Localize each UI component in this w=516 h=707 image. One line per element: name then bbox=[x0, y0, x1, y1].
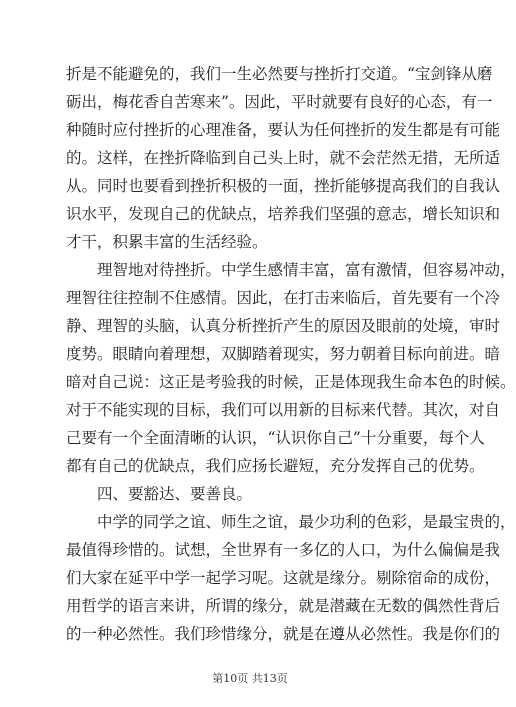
text-line: 暗对自己说：这正是考验我的时候，正是体现我生命本色的时候。 bbox=[66, 373, 516, 391]
text-line: 才干，积累丰富的生活经验。 bbox=[66, 233, 268, 251]
text-line: 都有自己的优缺点，我们应扬长避短，充分发挥自己的优势。 bbox=[66, 457, 485, 475]
body-text bbox=[66, 60, 516, 648]
text-line: 度势。眼睛向着理想，双脚踏着现实，努力朝着目标向前进。暗 bbox=[66, 345, 501, 363]
text-line: 们大家在延平中学一起学习呢。这就是缘分。剔除宿命的成份， bbox=[66, 569, 501, 587]
text-line: 砺出，梅花香自苦寒来”。因此，平时就要有良好的心态，有一 bbox=[66, 93, 493, 111]
text-line: 种随时应付挫折的心理准备，要认为任何挫折的发生都是有可能 bbox=[66, 121, 501, 139]
text-line: 最值得珍惜的。试想，全世界有一多亿的人口，为什么偏偏是我 bbox=[66, 541, 501, 559]
section-heading: 四、要豁达、要善良。 bbox=[66, 485, 253, 503]
text-line: 理智往往控制不住感情。因此，在打击来临后，首先要有一个冷 bbox=[66, 289, 501, 307]
text-line: 己要有一个全面清晰的认识，“认识你自己”十分重要，每个人 bbox=[66, 429, 485, 447]
text-line: 用哲学的语言来讲，所谓的缘分，就是潜藏在无数的偶然性背后 bbox=[66, 597, 501, 615]
text-line: 静、理智的头脑，认真分析挫折产生的原因及眼前的处境，审时 bbox=[66, 317, 501, 335]
text-line: 折是不能避免的，我们一生必然要与挫折打交道。“宝剑锋从磨 bbox=[66, 65, 493, 83]
text-line: 中学的同学之谊、师生之谊，最少功利的色彩，是最宝贵的， bbox=[66, 513, 516, 531]
text-line: 的。这样，在挫折降临到自己头上时，就不会茫然无措，无所适 bbox=[66, 149, 501, 167]
text-line: 识水平，发现自己的优缺点，培养我们坚强的意志，增长知识和 bbox=[66, 205, 501, 223]
text-line: 的一种必然性。我们珍惜缘分，就是在遵从必然性。我是你们的 bbox=[66, 625, 501, 643]
text-line: 对于不能实现的目标，我们可以用新的目标来代替。其次，对自 bbox=[66, 401, 501, 419]
text-line: 理智地对待挫折。中学生感情丰富，富有激情，但容易冲动， bbox=[66, 261, 516, 279]
page-number-footer: 第10页 共13页 bbox=[212, 672, 288, 685]
text-line: 从。同时也要看到挫折积极的一面，挫折能够提高我们的自我认 bbox=[66, 177, 501, 195]
